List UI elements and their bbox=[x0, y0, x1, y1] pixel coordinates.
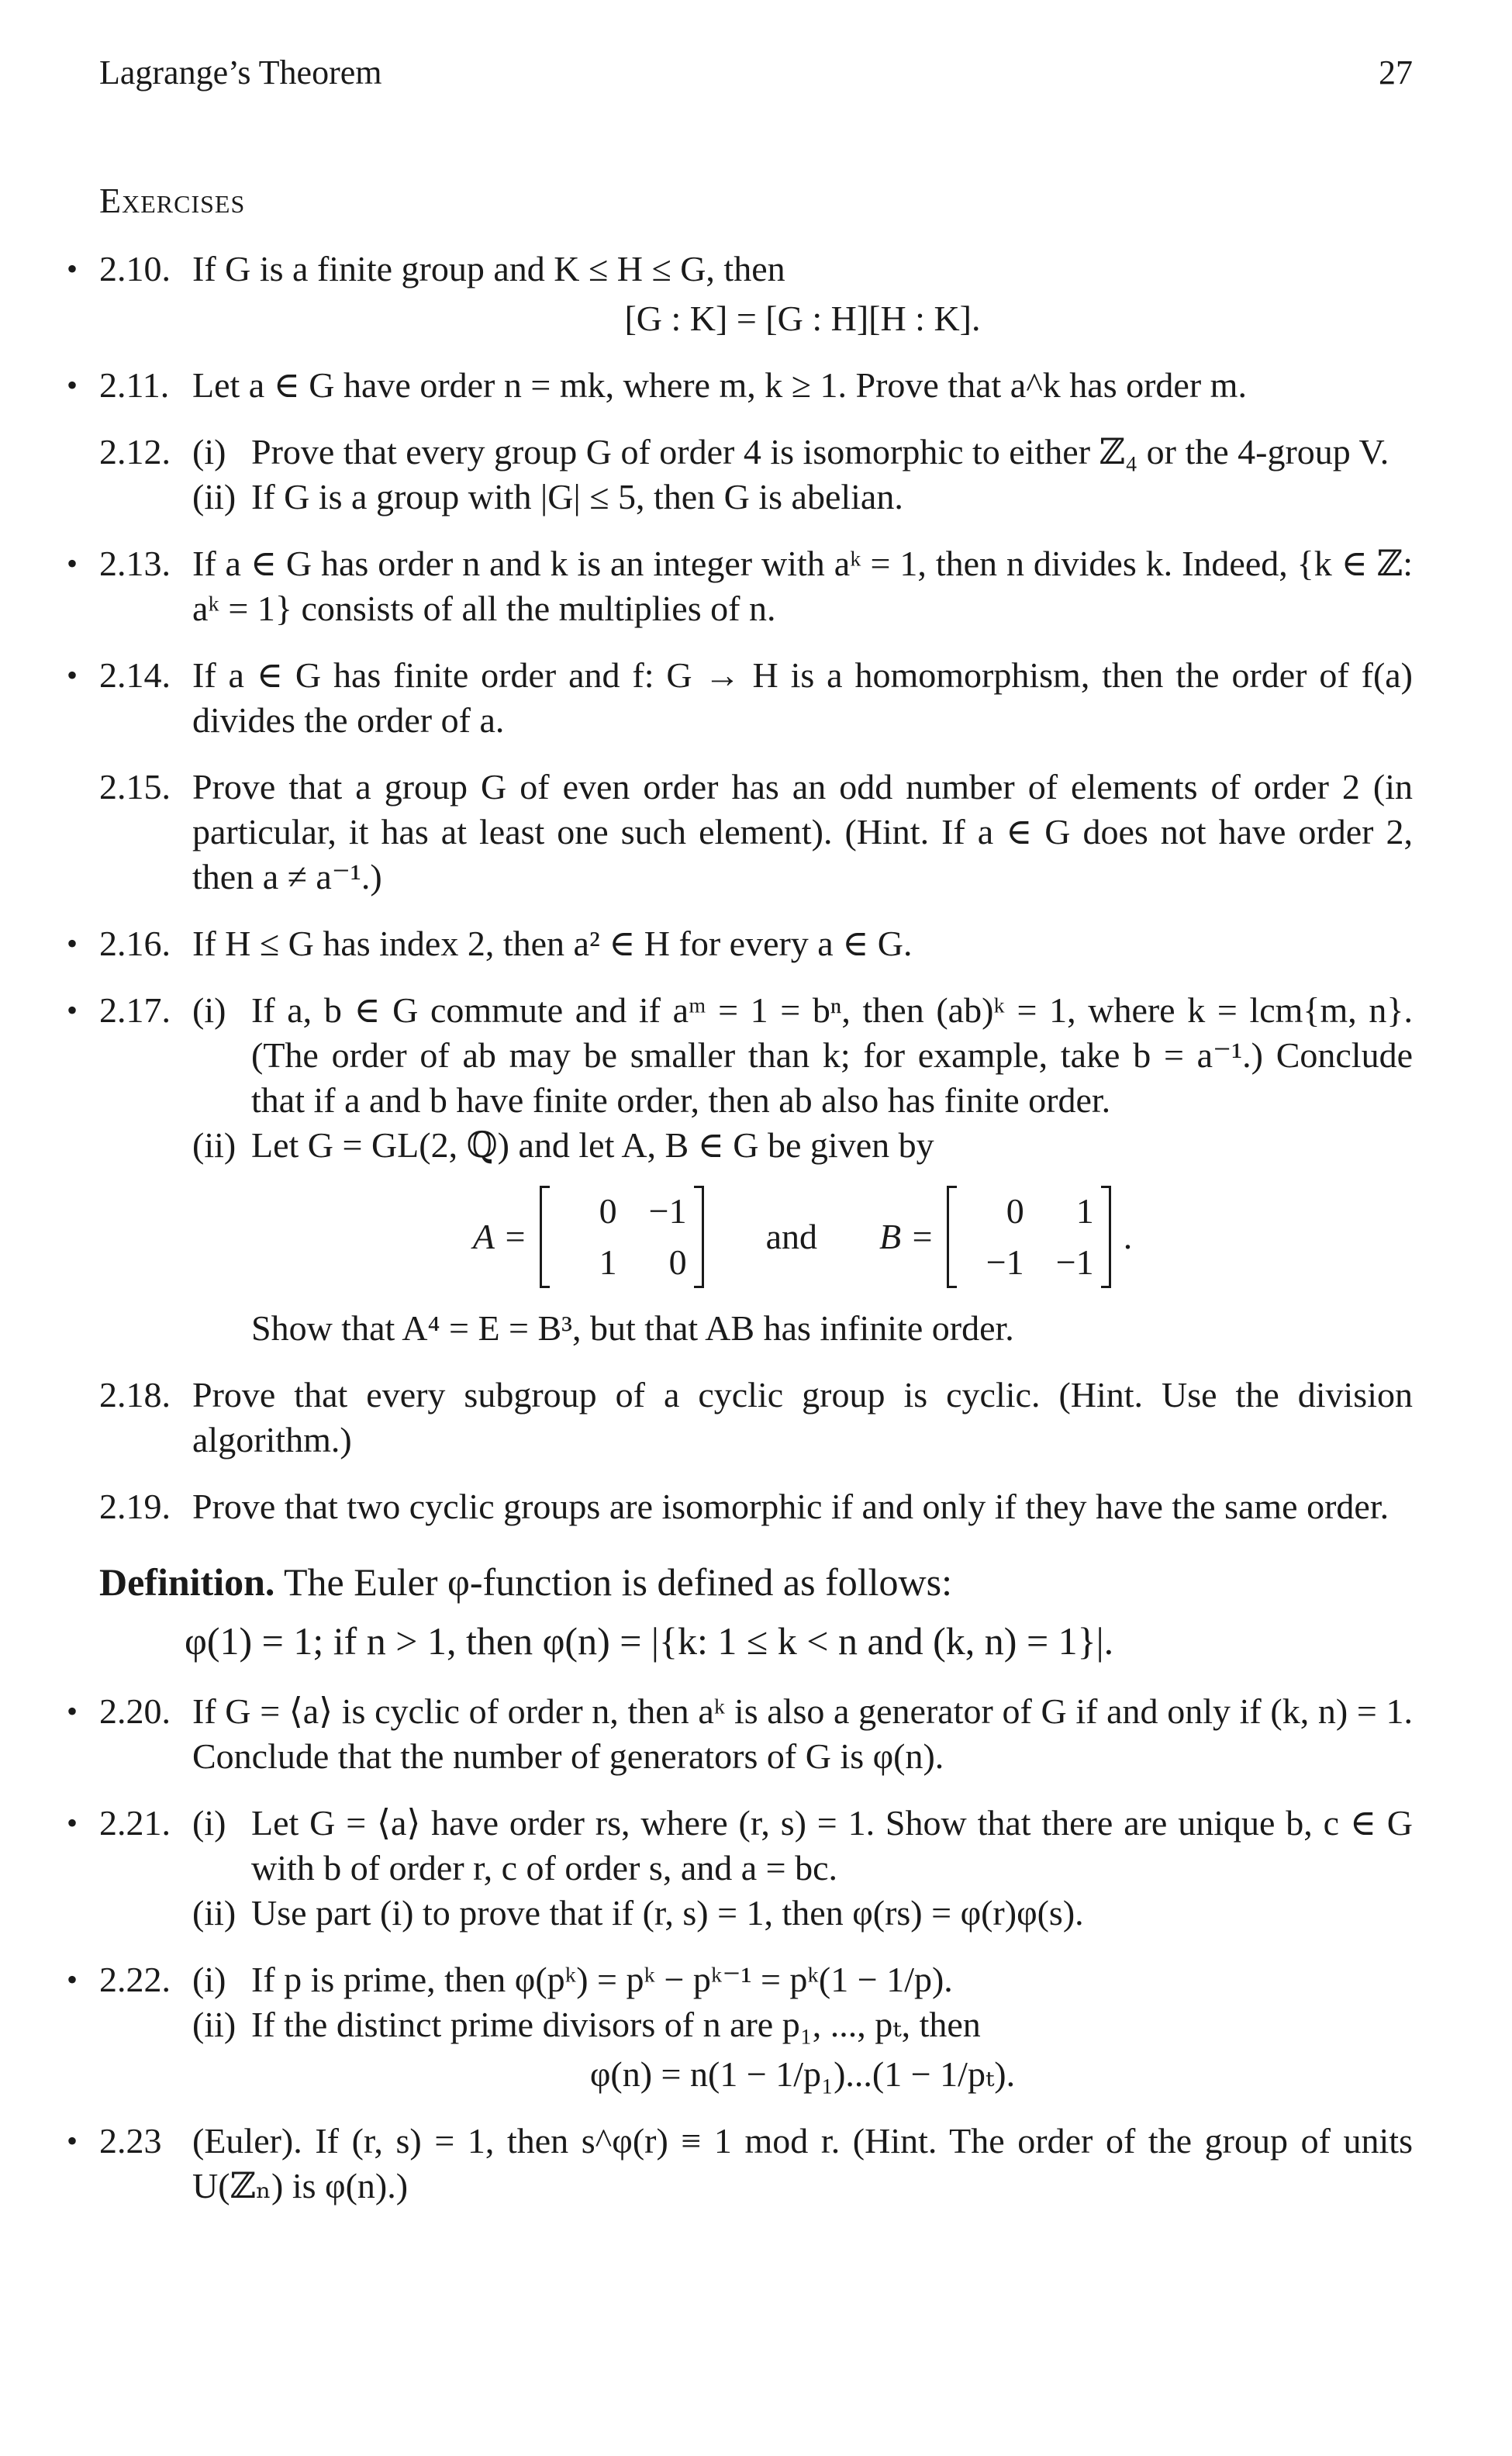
part-label: (i) bbox=[192, 1960, 226, 1999]
exercise-number: 2.12. bbox=[99, 432, 171, 472]
exercise-text: Prove that a group G of even order has an odd number of elements of order 2 (in particular, it has at least one such element). (Hint. If a ∈ G does not have order 2, then a ≠ a⁻¹.) bbox=[192, 767, 1413, 896]
exercise-2-22 bbox=[0, 1957, 1512, 2097]
matrix-display bbox=[192, 1179, 1413, 1295]
exercise-text: If G is a finite group and K ≤ H ≤ G, then bbox=[192, 249, 785, 288]
part-label: (ii) bbox=[192, 1893, 236, 1933]
definition-text: The Euler φ-function is defined as follows: bbox=[274, 1560, 952, 1604]
exercise-number: 2.15. bbox=[99, 767, 171, 807]
part-text: Use part (i) to prove that if (r, s) = 1, then φ(rs) = φ(r)φ(s). bbox=[251, 1893, 1084, 1933]
exercise-part bbox=[192, 1801, 1413, 1891]
part-label: (i) bbox=[192, 990, 226, 1030]
part-label: (i) bbox=[192, 1803, 226, 1843]
display-formula: φ(n) = n(1 − 1/p₁)...(1 − 1/pₜ). bbox=[589, 2054, 1016, 2094]
part-text: Let G = GL(2, ℚ) and let A, B ∈ G be given by bbox=[251, 1125, 934, 1165]
page-number: 27 bbox=[1379, 54, 1413, 92]
key-exercise-bullet: • bbox=[67, 546, 78, 581]
exercises-heading: Exercises bbox=[99, 181, 246, 220]
definition-label: Definition. bbox=[99, 1560, 275, 1604]
part-text: If the distinct prime divisors of n are p₁, ..., pₜ, then bbox=[251, 2005, 981, 2044]
exercise-number: 2.10. bbox=[99, 249, 171, 288]
exercise-2-19 bbox=[0, 1484, 1512, 1529]
part-text: If G is a group with |G| ≤ 5, then G is abelian. bbox=[251, 477, 903, 516]
matrix-b-label: B = bbox=[879, 1217, 934, 1256]
matrix-b-block bbox=[879, 1186, 1132, 1288]
exercise-part bbox=[192, 1891, 1413, 1936]
part-text: If p is prime, then φ(pᵏ) = pᵏ − pᵏ⁻¹ = pᵏ(1 − 1/p). bbox=[251, 1960, 953, 1999]
exercise-part bbox=[192, 1123, 1413, 1168]
exercise-number: 2.19. bbox=[99, 1487, 171, 1526]
part-label: (ii) bbox=[192, 2005, 236, 2044]
exercise-number: 2.21. bbox=[99, 1803, 171, 1843]
exercise-part bbox=[192, 1957, 1413, 2002]
key-exercise-bullet: • bbox=[67, 658, 78, 693]
show-statement: Show that A⁴ = E = B³, but that AB has infinite order. bbox=[251, 1308, 1014, 1348]
exercise-text: If a ∈ G has finite order and f: G → H is a homomorphism, then the order of f(a) divides the order of a. bbox=[192, 655, 1413, 740]
matrix-a-label: A = bbox=[472, 1217, 527, 1256]
exercise-2-11 bbox=[0, 363, 1512, 408]
exercise-number: 2.17. bbox=[99, 990, 171, 1030]
key-exercise-bullet: • bbox=[67, 368, 78, 402]
matrix-entry: −1 bbox=[648, 1191, 687, 1231]
exercise-2-21 bbox=[0, 1801, 1512, 1936]
key-exercise-bullet: • bbox=[67, 993, 78, 1028]
matrix-entry: 0 bbox=[599, 1191, 617, 1231]
part-label: (ii) bbox=[192, 477, 236, 516]
key-exercise-bullet: • bbox=[67, 1962, 78, 1997]
matrix-entry: −1 bbox=[986, 1242, 1024, 1282]
part-text: If a, b ∈ G commute and if aᵐ = 1 = bⁿ, then (ab)ᵏ = 1, where k = lcm{m, n}. (The order of ab may be smaller than k; for example, take b = a⁻¹.) Conclude that if a and b have finite order, then ab also has finite order. bbox=[251, 990, 1413, 1120]
key-exercise-bullet: • bbox=[67, 926, 78, 961]
and-text: and bbox=[765, 1217, 818, 1256]
exercise-text: If G = ⟨a⟩ is cyclic of order n, then aᵏ is also a generator of G if and only if (k, n) = 1. Conclude that the number of generators of G is φ(n). bbox=[192, 1691, 1413, 1776]
key-exercise-bullet: • bbox=[67, 251, 78, 286]
matrix-entry: 1 bbox=[1075, 1191, 1094, 1231]
matrix-a-block bbox=[473, 1186, 704, 1288]
exercise-2-12 bbox=[0, 430, 1512, 520]
exercise-number: 2.14. bbox=[99, 655, 171, 695]
exercise-2-16 bbox=[0, 921, 1512, 966]
exercise-text: Prove that every subgroup of a cyclic group is cyclic. (Hint. Use the division algorithm.) bbox=[192, 1375, 1413, 1459]
key-exercise-bullet: • bbox=[67, 2123, 78, 2158]
definition-formula: φ(1) = 1; if n > 1, then φ(n) = |{k: 1 ≤ k < n and (k, n) = 1}|. bbox=[185, 1619, 1114, 1663]
exercise-part bbox=[192, 475, 1413, 520]
exercise-text: Prove that two cyclic groups are isomorphic if and only if they have the same order. bbox=[192, 1487, 1389, 1526]
exercise-2-17 bbox=[0, 988, 1512, 1351]
exercise-2-18 bbox=[0, 1373, 1512, 1463]
exercise-number: 2.22. bbox=[99, 1960, 171, 1999]
definition-block bbox=[0, 1557, 1512, 1666]
exercise-text: Let a ∈ G have order n = mk, where m, k ≥ 1. Prove that a^k has order m. bbox=[192, 365, 1247, 405]
key-exercise-bullet: • bbox=[67, 1694, 78, 1729]
matrix-a bbox=[540, 1186, 704, 1288]
exercises-list bbox=[0, 247, 1512, 2230]
matrix-period: . bbox=[1123, 1217, 1133, 1256]
part-text: Let G = ⟨a⟩ have order rs, where (r, s) = 1. Show that there are unique b, c ∈ G with b of order r, c of order s, and a = bc. bbox=[251, 1803, 1413, 1888]
exercise-number: 2.16. bbox=[99, 924, 171, 963]
running-head bbox=[99, 53, 1413, 92]
part-label: (ii) bbox=[192, 1125, 236, 1165]
exercise-number: 2.23 bbox=[99, 2121, 162, 2161]
part-text: Prove that every group G of order 4 is isomorphic to either ℤ₄ or the 4-group V. bbox=[251, 432, 1389, 472]
part-label: (i) bbox=[192, 432, 226, 472]
exercise-number: 2.18. bbox=[99, 1375, 171, 1415]
matrix-entry: 0 bbox=[668, 1242, 687, 1282]
matrix-b bbox=[947, 1186, 1111, 1288]
exercise-text: If a ∈ G has order n and k is an integer with aᵏ = 1, then n divides k. Indeed, {k ∈ ℤ: aᵏ = 1} consists of all the multiplies of n. bbox=[192, 544, 1413, 628]
exercise-2-15 bbox=[0, 765, 1512, 900]
exercise-2-23 bbox=[0, 2119, 1512, 2209]
exercise-text: (Euler). If (r, s) = 1, then s^φ(r) ≡ 1 mod r. (Hint. The order of the group of units U(ℤₙ) is φ(n).) bbox=[192, 2121, 1413, 2206]
key-exercise-bullet: • bbox=[67, 1805, 78, 1840]
matrix-entry: 1 bbox=[599, 1242, 617, 1282]
exercise-part bbox=[192, 2002, 1413, 2047]
matrix-entry: 0 bbox=[1006, 1191, 1024, 1231]
exercise-part bbox=[192, 988, 1413, 1123]
exercise-number: 2.13. bbox=[99, 544, 171, 583]
display-formula: [G : K] = [G : H][H : K]. bbox=[624, 299, 981, 338]
exercise-text: If H ≤ G has index 2, then a² ∈ H for every a ∈ G. bbox=[192, 924, 913, 963]
exercise-number: 2.11. bbox=[99, 365, 170, 405]
matrix-entry: −1 bbox=[1055, 1242, 1094, 1282]
exercise-2-13 bbox=[0, 541, 1512, 631]
exercise-part bbox=[192, 430, 1413, 475]
exercise-number: 2.20. bbox=[99, 1691, 171, 1731]
exercise-2-20 bbox=[0, 1689, 1512, 1779]
exercise-2-14 bbox=[0, 653, 1512, 743]
chapter-title: Lagrange’s Theorem bbox=[99, 54, 382, 92]
exercise-2-10 bbox=[0, 247, 1512, 341]
